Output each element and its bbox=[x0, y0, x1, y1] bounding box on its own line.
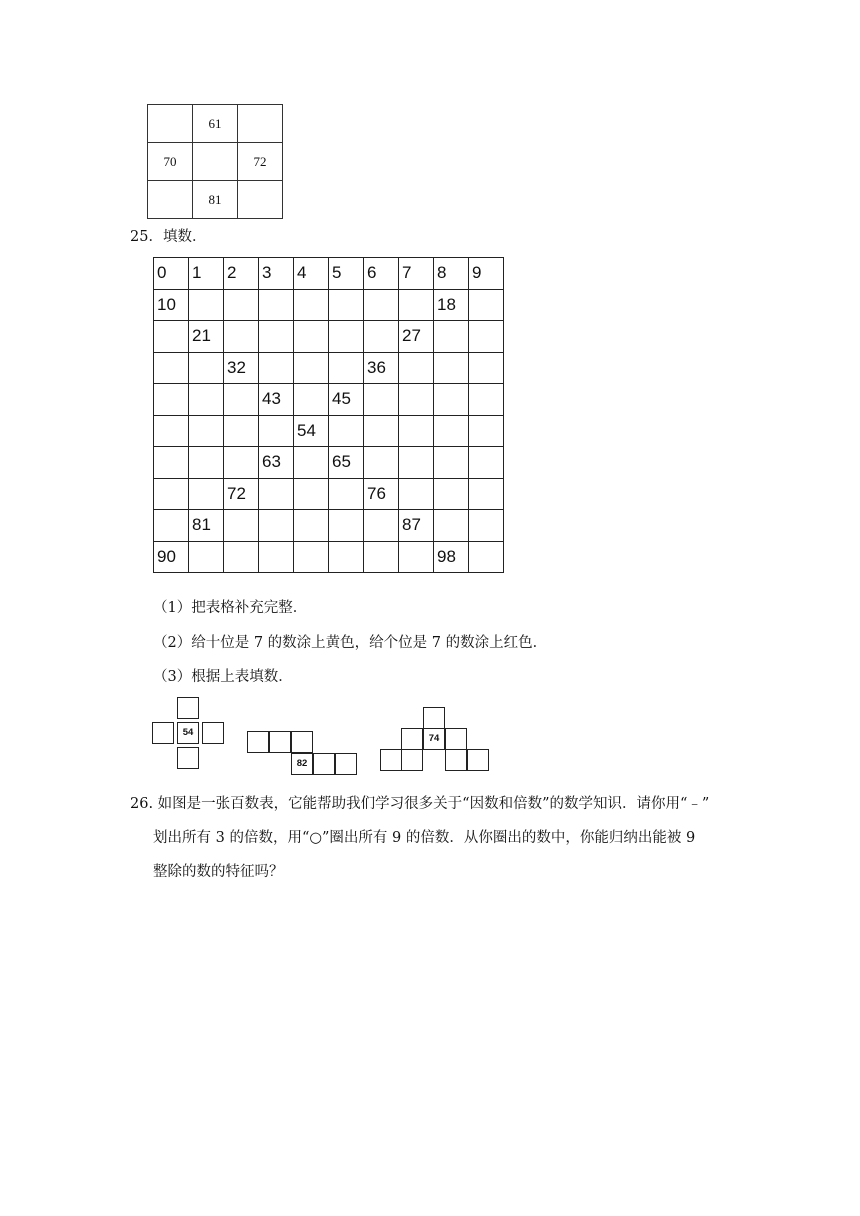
hundred-chart-cell bbox=[224, 510, 259, 542]
hundred-chart-cell bbox=[224, 289, 259, 321]
hundred-chart-cell bbox=[469, 321, 504, 353]
hundred-chart-cell bbox=[224, 447, 259, 479]
hundred-chart-cell bbox=[294, 321, 329, 353]
hundred-chart-cell bbox=[189, 352, 224, 384]
hundred-chart-cell bbox=[399, 415, 434, 447]
figure-cell bbox=[177, 747, 199, 769]
hundred-chart-row bbox=[154, 352, 504, 384]
hundred-chart-cell bbox=[259, 321, 294, 353]
hundred-chart-cell bbox=[364, 415, 399, 447]
hundred-chart-cell bbox=[469, 415, 504, 447]
figure-cell bbox=[269, 731, 291, 753]
figure-cell bbox=[445, 749, 467, 771]
hundred-chart-cell bbox=[154, 384, 189, 416]
figure-cell bbox=[380, 749, 402, 771]
hundred-chart-cell bbox=[434, 321, 469, 353]
hundred-chart-cell: 90 bbox=[154, 541, 189, 573]
hundred-chart-cell: 32 bbox=[224, 352, 259, 384]
hundred-chart-cell bbox=[189, 415, 224, 447]
figure-cell bbox=[177, 697, 199, 719]
figure-cell-labeled: 82 bbox=[291, 753, 313, 775]
hundred-chart-row bbox=[154, 541, 504, 573]
figure-cell bbox=[247, 731, 269, 753]
hundred-chart-cell bbox=[189, 447, 224, 479]
hundred-chart-cell bbox=[329, 321, 364, 353]
hundred-chart-cell: 4 bbox=[294, 258, 329, 290]
hundred-chart-cell bbox=[259, 510, 294, 542]
hundred-chart-cell bbox=[399, 289, 434, 321]
hundred-chart-cell bbox=[294, 289, 329, 321]
hundred-chart-cell bbox=[364, 289, 399, 321]
hundred-chart-cell bbox=[294, 352, 329, 384]
hundred-chart-cell bbox=[154, 510, 189, 542]
hundred-chart-cell bbox=[364, 321, 399, 353]
hundred-chart-cell bbox=[154, 352, 189, 384]
figure-cell bbox=[152, 722, 174, 744]
figure-cell bbox=[423, 707, 445, 729]
hundred-chart-cell bbox=[469, 352, 504, 384]
figure-cell bbox=[445, 728, 467, 750]
hundred-chart-cell bbox=[259, 541, 294, 573]
hundred-chart-cell: 5 bbox=[329, 258, 364, 290]
hundred-chart-cell: 87 bbox=[399, 510, 434, 542]
hundred-chart-cell: 9 bbox=[469, 258, 504, 290]
hundred-chart-cell: 98 bbox=[434, 541, 469, 573]
hundred-chart-row bbox=[154, 447, 504, 479]
hundred-chart-cell bbox=[259, 415, 294, 447]
hundred-chart-cell bbox=[364, 541, 399, 573]
hundred-chart-row bbox=[154, 478, 504, 510]
hundred-chart-cell bbox=[224, 384, 259, 416]
hundred-chart-cell bbox=[189, 478, 224, 510]
hundred-chart-cell: 6 bbox=[364, 258, 399, 290]
hundred-chart-row bbox=[154, 510, 504, 542]
hundred-chart-cell: 43 bbox=[259, 384, 294, 416]
question-25-sub2: （2）给十位是 7 的数涂上黄色，给个位是 7 的数涂上红色． bbox=[153, 635, 548, 651]
hundred-chart-cell bbox=[154, 478, 189, 510]
hundred-chart-cell bbox=[294, 541, 329, 573]
grid-cell: 61 bbox=[193, 105, 238, 143]
hundred-chart-table bbox=[153, 257, 504, 573]
hundred-chart-cell: 72 bbox=[224, 478, 259, 510]
hundred-chart-cell: 81 bbox=[189, 510, 224, 542]
grid-row bbox=[148, 181, 283, 219]
figure-cell bbox=[202, 722, 224, 744]
hundred-chart-cell bbox=[434, 415, 469, 447]
hundred-chart-cell bbox=[469, 289, 504, 321]
hundred-chart-cell: 1 bbox=[189, 258, 224, 290]
hundred-chart-cell bbox=[329, 352, 364, 384]
hundred-chart-cell: 7 bbox=[399, 258, 434, 290]
cross-figure bbox=[152, 697, 230, 775]
question-25-title: 25．填数． bbox=[130, 229, 207, 245]
hundred-chart-row bbox=[154, 321, 504, 353]
hundred-chart-cell: 21 bbox=[189, 321, 224, 353]
figure-cell-labeled: 74 bbox=[423, 728, 445, 750]
grid-cell: 81 bbox=[193, 181, 238, 219]
hundred-chart-cell bbox=[399, 447, 434, 479]
hundred-chart-cell bbox=[154, 415, 189, 447]
hundred-chart-cell bbox=[259, 478, 294, 510]
hundred-chart-cell: 45 bbox=[329, 384, 364, 416]
grid-cell bbox=[148, 181, 193, 219]
figure-cell bbox=[291, 731, 313, 753]
hundred-chart-row bbox=[154, 258, 504, 290]
hundred-chart-cell bbox=[154, 447, 189, 479]
hundred-chart-cell bbox=[469, 510, 504, 542]
figure-cell bbox=[401, 728, 423, 750]
hundred-chart-cell bbox=[469, 447, 504, 479]
hundred-chart-cell bbox=[434, 352, 469, 384]
hundred-chart-cell bbox=[154, 321, 189, 353]
hundred-chart-cell bbox=[399, 384, 434, 416]
hundred-chart-cell bbox=[364, 384, 399, 416]
hundred-chart-cell bbox=[469, 384, 504, 416]
hundred-chart-cell bbox=[329, 478, 364, 510]
hundred-chart-cell bbox=[224, 321, 259, 353]
question-25-sub1: （1）把表格补充完整． bbox=[153, 600, 308, 616]
hundred-chart-cell bbox=[294, 478, 329, 510]
hundred-chart-cell bbox=[469, 478, 504, 510]
hundred-chart-cell: 18 bbox=[434, 289, 469, 321]
tower-figure bbox=[380, 707, 490, 775]
figure-cell bbox=[313, 753, 335, 775]
hundred-chart-cell bbox=[189, 289, 224, 321]
hundred-chart-cell: 3 bbox=[259, 258, 294, 290]
hundred-chart-cell: 27 bbox=[399, 321, 434, 353]
hundred-chart-cell bbox=[469, 541, 504, 573]
figure-cell bbox=[401, 749, 423, 771]
grid-cell: 70 bbox=[148, 143, 193, 181]
hundred-chart-cell bbox=[224, 541, 259, 573]
figure-cell-center: 54 bbox=[177, 722, 199, 744]
hundred-chart-cell bbox=[189, 541, 224, 573]
grid-row bbox=[148, 105, 283, 143]
hundred-chart-cell: 2 bbox=[224, 258, 259, 290]
hundred-chart-cell bbox=[434, 384, 469, 416]
hundred-chart-cell bbox=[259, 289, 294, 321]
hundred-chart-cell: 63 bbox=[259, 447, 294, 479]
hundred-chart-cell bbox=[364, 510, 399, 542]
hundred-chart-cell: 8 bbox=[434, 258, 469, 290]
small-number-grid bbox=[147, 104, 283, 219]
hundred-chart-cell bbox=[224, 415, 259, 447]
hundred-chart-cell bbox=[329, 415, 364, 447]
grid-cell bbox=[148, 105, 193, 143]
hundred-chart-cell: 0 bbox=[154, 258, 189, 290]
hundred-chart-cell bbox=[329, 510, 364, 542]
hundred-chart-cell: 54 bbox=[294, 415, 329, 447]
hundred-chart-cell: 36 bbox=[364, 352, 399, 384]
figure-cell bbox=[467, 749, 489, 771]
hundred-chart-cell bbox=[434, 447, 469, 479]
grid-cell bbox=[238, 105, 283, 143]
zigzag-figure bbox=[247, 731, 362, 777]
question-26-line3: 整除的数的特征吗？ bbox=[153, 864, 284, 880]
hundred-chart-cell bbox=[329, 541, 364, 573]
hundred-chart-row bbox=[154, 384, 504, 416]
question-25-sub3: （3）根据上表填数． bbox=[153, 669, 293, 685]
hundred-chart-cell: 10 bbox=[154, 289, 189, 321]
grid-row bbox=[148, 143, 283, 181]
hundred-chart-cell: 65 bbox=[329, 447, 364, 479]
hundred-chart-cell bbox=[294, 447, 329, 479]
hundred-chart-cell bbox=[329, 289, 364, 321]
hundred-chart-cell: 76 bbox=[364, 478, 399, 510]
question-26-line2: 划出所有 3 的倍数，用“○”圈出所有 9 的倍数．从你圈出的数中，你能归纳出能被 9 bbox=[153, 830, 696, 846]
hundred-chart-cell bbox=[399, 352, 434, 384]
hundred-chart-cell bbox=[259, 352, 294, 384]
figure-cell bbox=[335, 753, 357, 775]
hundred-chart-cell bbox=[399, 478, 434, 510]
hundred-chart-cell bbox=[399, 541, 434, 573]
hundred-chart-cell bbox=[294, 384, 329, 416]
hundred-chart-row bbox=[154, 289, 504, 321]
grid-cell: 72 bbox=[238, 143, 283, 181]
hundred-chart-row bbox=[154, 415, 504, 447]
hundred-chart-cell bbox=[364, 447, 399, 479]
hundred-chart-cell bbox=[434, 510, 469, 542]
grid-cell bbox=[238, 181, 283, 219]
hundred-chart-cell bbox=[189, 384, 224, 416]
grid-cell bbox=[193, 143, 238, 181]
hundred-chart-cell bbox=[434, 478, 469, 510]
hundred-chart-cell bbox=[294, 510, 329, 542]
question-26-line1: 26. 如图是一张百数表，它能帮助我们学习很多关于“因数和倍数”的数学知识．请你用“﹣” bbox=[130, 796, 710, 812]
